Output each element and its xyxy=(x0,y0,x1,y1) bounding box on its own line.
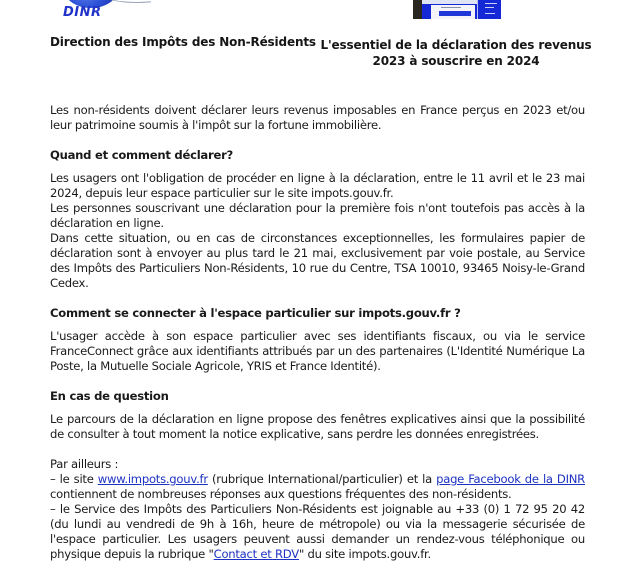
paragraph-question: Le parcours de la déclaration en ligne propose des fenêtres explicatives ainsi que la possibilité de consulter à tout moment la notice explicative, sans perdre les données enregistrées. xyxy=(50,412,585,441)
paragraph-connect: L'usager accède à son espace particulier avec ses identifiants fiscaux, ou via le service FranceConnect grâce aux identifiants attribués par un des partenaires (L'Identité Numérique La Poste, la Mutuelle Sociale Agricole, YRIS et France Identité). xyxy=(50,329,585,373)
image-login-panel xyxy=(431,5,475,19)
dinr-logo xyxy=(33,0,151,22)
image-text-line xyxy=(485,7,494,8)
image-text-line xyxy=(485,3,497,4)
document-title xyxy=(312,37,600,69)
item1-suffix: contiennent de nombreuses réponses aux questions fréquentes des non-résidents. xyxy=(50,487,512,501)
image-panel-button xyxy=(439,11,471,16)
image-top-strip xyxy=(422,0,477,4)
image-text-line xyxy=(485,13,495,14)
list-item-resources xyxy=(50,472,585,502)
item2-suffix: " du site impots.gouv.fr. xyxy=(298,547,431,561)
paragraph-paper-forms: Dans cette situation, ou en cas de circonstances exceptionnelles, les formulaires papier de déclaration sont à envoyer au plus tard le 21 mai, exclusivement par voie postale, au Service des Impôts des Particuliers Non-Résidents, 10 rue du Centre, TSA 10010, 93465 Noisy-le-Grand Cedex. xyxy=(50,231,585,290)
heading-when-how: Quand et comment déclarer? xyxy=(50,148,234,162)
item1-prefix: – le site xyxy=(50,472,98,486)
paragraph-online-obligation: Les usagers ont l'obligation de procéder en ligne à la déclaration, entre le 11 avril et le 23 mai 2024, depuis leur espace particulier sur le site impots.gouv.fr. xyxy=(50,171,585,200)
heading-question: En cas de question xyxy=(50,389,169,403)
intro-paragraph: Les non-résidents doivent déclarer leurs revenus imposables en France perçus en 2023 et/ou leur patrimoine soumis à l'impôt sur la fortune immobilière. xyxy=(50,103,585,132)
document-title-line2: 2023 à souscrire en 2024 xyxy=(372,54,540,68)
logo-text: DINR xyxy=(63,5,102,20)
image-divider xyxy=(477,0,478,19)
declaration-screenshot-image xyxy=(413,0,501,19)
paragraph-first-time: Les personnes souscrivant une déclaration pour la première fois n'ont toutefois pas accès à la déclaration en ligne. xyxy=(50,201,585,230)
image-panel-line xyxy=(441,7,461,8)
heading-connect: Comment se connecter à l'espace particulier sur impots.gouv.fr ? xyxy=(50,306,461,320)
item2-prefix: – le Service des Impôts des Particuliers Non-Résidents est joignable au +33 (0) 1 72 95 20 42 (du lundi au vendredi de 9h à 16h, heure de métropole) ou via la messagerie sécurisée de l'espace particulier. Les usagers peuvent aussi demander un rendez-vous téléphonique ou physique depuis la rubrique " xyxy=(50,502,585,561)
list-item-contact xyxy=(50,502,585,562)
item1-middle: (rubrique International/particulier) et la xyxy=(207,472,437,486)
document-title-line1: L'essentiel de la déclaration des revenus xyxy=(320,38,592,52)
facebook-dinr-link[interactable]: page Facebook de la DINR xyxy=(436,472,585,486)
organization-name: Direction des Impôts des Non-Résidents xyxy=(50,35,316,49)
contact-rdv-link[interactable]: Contact et RDV xyxy=(213,547,299,561)
document-body xyxy=(50,103,585,562)
image-dark-edge xyxy=(413,0,422,19)
impots-website-link[interactable]: www.impots.gouv.fr xyxy=(97,472,208,486)
paragraph-also-lead: Par ailleurs : xyxy=(50,457,119,471)
